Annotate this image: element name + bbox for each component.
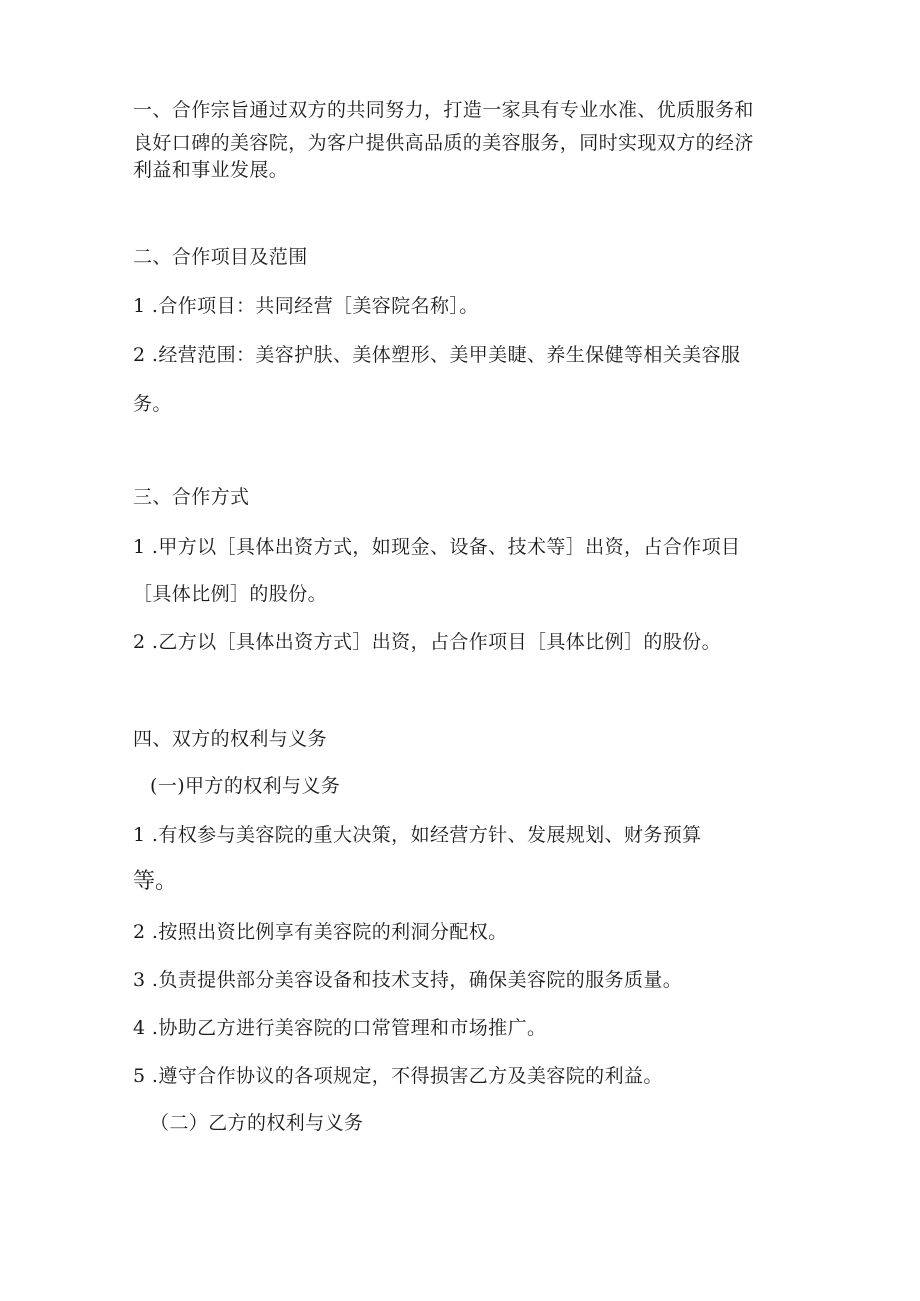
section-4-item-1-cont: 等。 [133, 869, 178, 894]
section-4-heading: 四、双方的权利与义务 [133, 728, 328, 750]
section-4-item-4: 4 .协助乙方进行美容院的口常管理和市场推广。 [133, 1017, 547, 1039]
section-4-item-1: 1 .有权参与美容院的重大决策，如经营方针、发展规划、财务预算 [133, 824, 702, 846]
section-1-line-2: 良好口碑的美容院，为客户提供高品质的美容服务，同时实现双方的经济 [133, 132, 754, 154]
section-2-item-2: 2 .经营范围：美容护肤、美体塑形、美甲美睫、养生保健等相关美容服 [133, 344, 741, 366]
section-3-item-1: 1 .甲方以［具体出资方式，如现金、设备、技术等］出资，占合作项目 [133, 536, 741, 558]
section-3-item-1-cont: ［具体比例］的股份。 [133, 583, 328, 605]
section-3-item-2: 2 .乙方以［具体出资方式］出资，占合作项目［具体比例］的股份。 [133, 631, 721, 653]
section-1-line-1: 一、合作宗旨通过双方的共同努力，打造一家具有专业水准、优质服务和 [133, 99, 754, 121]
section-2-item-2-cont: 务。 [133, 393, 172, 415]
section-4-item-2: 2 .按照出资比例享有美容院的利洞分配权。 [133, 921, 508, 943]
section-3-heading: 三、合作方式 [133, 486, 250, 508]
section-2-item-1: 1 .合作项目：共同经营［美容院名称］。 [133, 295, 479, 317]
section-1-line-3: 利益和事业发展。 [133, 159, 289, 181]
section-4-item-3: 3 .负责提供部分美容设备和技术支持，确保美容院的服务质量。 [133, 969, 683, 991]
section-4-sub-heading-2: （二）乙方的权利与义务 [150, 1112, 364, 1134]
section-4-sub-heading-1: (一)甲方的权利与义务 [150, 775, 341, 797]
section-2-heading: 二、合作项目及范围 [133, 246, 308, 268]
section-4-item-5: 5 .遵守合作协议的各项规定，不得损害乙方及美容院的利益。 [133, 1065, 663, 1087]
